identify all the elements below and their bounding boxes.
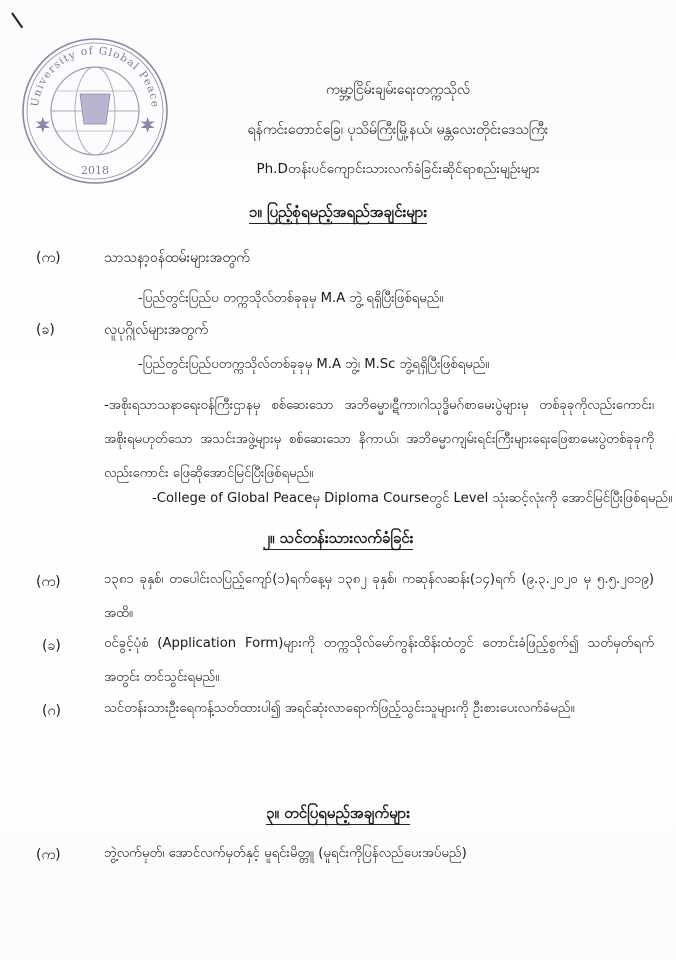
section-3-title: ၃။ တင်ပြရမည့်အချက်များ: [266, 804, 410, 825]
section-1-b-paragraph: -အစိုးရသာသနာရေးဝန်ကြီးဌာနမှ စစ်ဆေးသော အဘိဓမ္မာ၊ဋီကာ၊ဂါသုဒ္ဓိမဂ်စာမေးပွဲများမှ တစ်ခုခုကိုလည်းကောင်း၊ အစိုးရမဟုတ်သော အသင်းအဖွဲ့များမှ စစ်ဆေးသော နိကာယ်၊ အဘိဓမ္မာကျမ်းရင်းကြီးများရေးဖြေစာမေးပွဲတစ်ခုခုကိုလည်းကောင်း ဖြေဆိုအောင်မြင်ပြီးဖြစ်ရမည်။: [104, 398, 654, 481]
section-1-a-heading: သာသနာ့ဝန်ထမ်းများအတွက်: [104, 250, 250, 266]
section-2-c-text: သင်တန်းသားဦးရေကန့်သတ်ထားပါ၍ အရင်ဆုံးလာရောက်ဖြည့်သွင်းသူများကို ဦးစားပေးလက်ခံမည်။: [104, 701, 575, 716]
section-2-a-marker: (က): [36, 574, 61, 590]
section-3-heading: [0, 804, 676, 826]
section-1-title: ၁။ ပြည့်စုံရမည့်အရည်အချင်းများ: [249, 203, 427, 224]
section-2-heading: [0, 529, 676, 551]
seal-year: 2018: [81, 164, 109, 177]
section-1-b-college-line: -College of Global Peaceမှ Diploma Courseတွင် Level သုံးဆင့်လုံးကို အောင်မြင်ပြီးဖြစ်ရမည်။: [152, 491, 673, 506]
section-1-a-line: -ပြည်တွင်းပြည်ပ တက္ကသိုလ်တစ်ခုခုမှ M.A ဘွဲ့ ရရှိပြီးဖြစ်ရမည်။: [138, 291, 444, 306]
section-2-c-marker: (ဂ): [42, 703, 61, 719]
seal-arc-text: University of Global Peace: [29, 44, 162, 109]
section-1-heading: [0, 203, 676, 225]
university-name: ကမ္ဘာ့ငြိမ်းချမ်းရေးတက္ကသိုလ်: [326, 82, 470, 98]
section-3-a-marker: (က): [36, 847, 61, 863]
section-3-a-text: ဘွဲ့လက်မှတ်၊ အောင်လက်မှတ်နှင့် မူရင်းမိတ္တူ (မူရင်းကိုပြန်လည်ပေးအပ်မည်): [104, 846, 467, 861]
section-2-a-text: ၁၃၈၁ ခုနှစ်၊ တပေါင်းလပြည့်ကျော်(၁)ရက်နေ့မှ ၁၃၈၂ ခုနှစ်၊ ကဆုန်လဆန်း(၁၄)ရက် (၉.၃.၂၀၂၀ မှ ၅.၅.၂၀၁၉) အထိ။: [104, 572, 654, 621]
section-2-b-text: ဝင်ခွင့်ပုံစံ (Application Form)များကို တက္ကသိုလ်မော်ကွန်းထိန်းထံတွင် တောင်းခံဖြည့်စွက်၍ သတ်မှတ်ရက်အတွင်း တင်သွင်းရမည်။: [104, 636, 654, 685]
section-1-b-line: -ပြည်တွင်းပြည်ပတက္ကသိုလ်တစ်ခုခုမှ M.A ဘွဲ့၊ M.Sc ဘွဲ့ရရှိပြီးဖြစ်ရမည်။: [138, 357, 490, 372]
section-2-b-marker: (ခ): [42, 638, 61, 654]
section-1-b-marker: (ခ): [36, 322, 55, 338]
university-address: ရန်ကင်းတောင်ခြေ၊ ပုသိမ်ကြီးမြို့နယ်၊ မန္တလေးတိုင်းဒေသကြီး: [247, 122, 549, 138]
section-1-a-marker: (က): [36, 250, 61, 266]
section-2-title: ၂။ သင်တန်းသားလက်ခံခြင်း: [263, 529, 414, 550]
document-title: Ph.Dတန်းပင်ကျောင်းသားလက်ခံခြင်းဆိုင်ရာစည်းမျဉ်းများ: [256, 161, 540, 177]
section-1-b-heading: လူပုဂ္ဂိုလ်များအတွက်: [104, 322, 208, 338]
